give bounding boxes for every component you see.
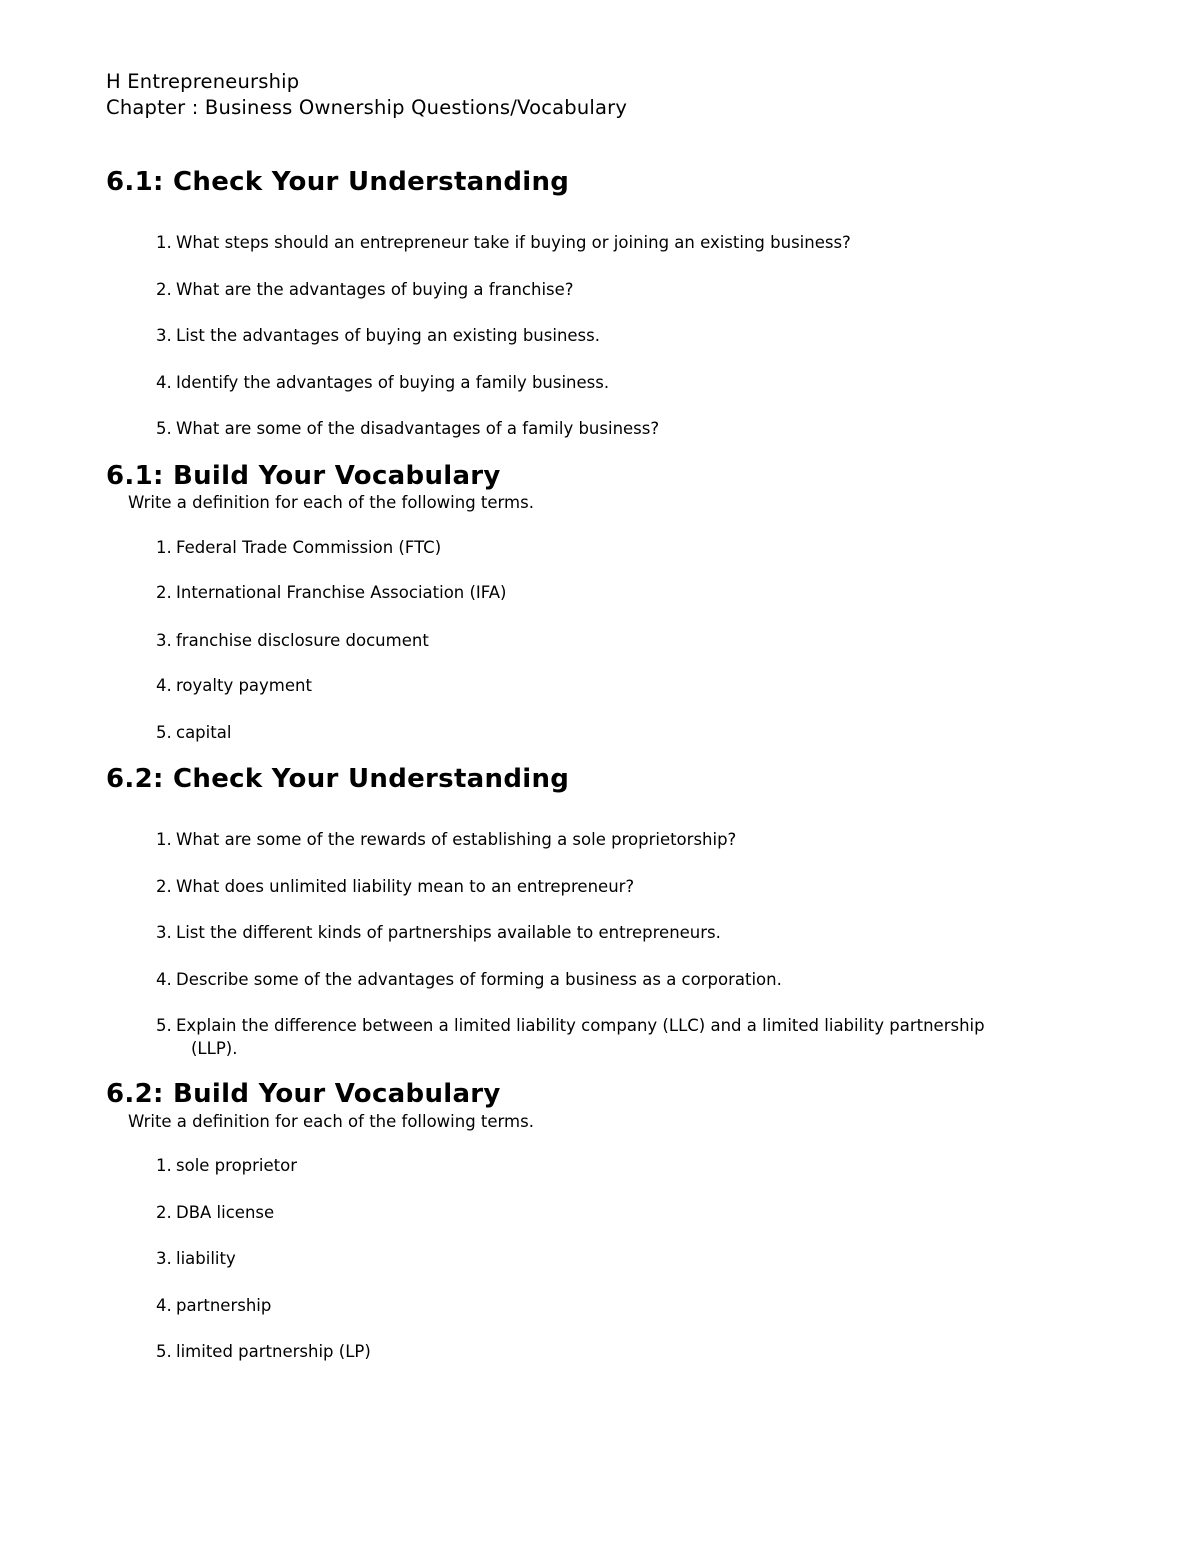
section-heading: 6.2: Build Your Vocabulary [106,1079,501,1109]
item-number: 4. [156,1296,172,1315]
item-text: Identify the advantages of buying a family business. [176,373,610,392]
item-number: 1. [156,830,172,849]
item-text: What are the advantages of buying a franchise? [176,280,574,299]
item-number: 1. [156,233,172,252]
section-instruction: Write a definition for each of the following terms. [128,1112,534,1131]
item-number: 2. [156,877,172,896]
item-number: 5. [156,419,172,438]
item-text: capital [176,723,232,742]
item-number: 4. [156,373,172,392]
item-number: 2. [156,280,172,299]
item-number: 2. [156,1203,172,1222]
item-text: List the advantages of buying an existing business. [176,326,600,345]
item-text: What does unlimited liability mean to an entrepreneur? [176,877,635,896]
item-number: 3. [156,326,172,345]
item-text: liability [176,1249,236,1268]
section-heading: 6.1: Check Your Understanding [106,167,570,197]
item-number: 3. [156,1249,172,1268]
item-number: 3. [156,923,172,942]
item-number: 1. [156,1156,172,1175]
item-number: 5. [156,723,172,742]
item-text: sole proprietor [176,1156,298,1175]
item-text: What steps should an entrepreneur take if buying or joining an existing business? [176,233,851,252]
item-number: 1. [156,538,172,557]
section-heading: 6.1: Build Your Vocabulary [106,461,501,491]
section-instruction: Write a definition for each of the following terms. [128,493,534,512]
item-number: 4. [156,970,172,989]
item-text: royalty payment [176,676,312,695]
item-text: DBA license [176,1203,275,1222]
item-text: International Franchise Association (IFA) [176,583,507,602]
item-text-continuation: (LLP). [191,1039,238,1058]
course-title: H Entrepreneurship [106,70,300,93]
item-number: 2. [156,583,172,602]
item-number: 3. [156,631,172,650]
item-text: Describe some of the advantages of forming a business as a corporation. [176,970,782,989]
item-text: franchise disclosure document [176,631,429,650]
item-text: Federal Trade Commission (FTC) [176,538,442,557]
section-heading: 6.2: Check Your Understanding [106,764,570,794]
chapter-title: Chapter : Business Ownership Questions/Vocabulary [106,96,628,119]
item-text: partnership [176,1296,272,1315]
item-text: What are some of the disadvantages of a family business? [176,419,660,438]
item-text: limited partnership (LP) [176,1342,371,1361]
item-number: 4. [156,676,172,695]
item-number: 5. [156,1016,172,1035]
item-text: Explain the difference between a limited liability company (LLC) and a limited liability partnership [176,1016,985,1035]
item-text: List the different kinds of partnerships available to entrepreneurs. [176,923,721,942]
item-number: 5. [156,1342,172,1361]
item-text: What are some of the rewards of establishing a sole proprietorship? [176,830,737,849]
